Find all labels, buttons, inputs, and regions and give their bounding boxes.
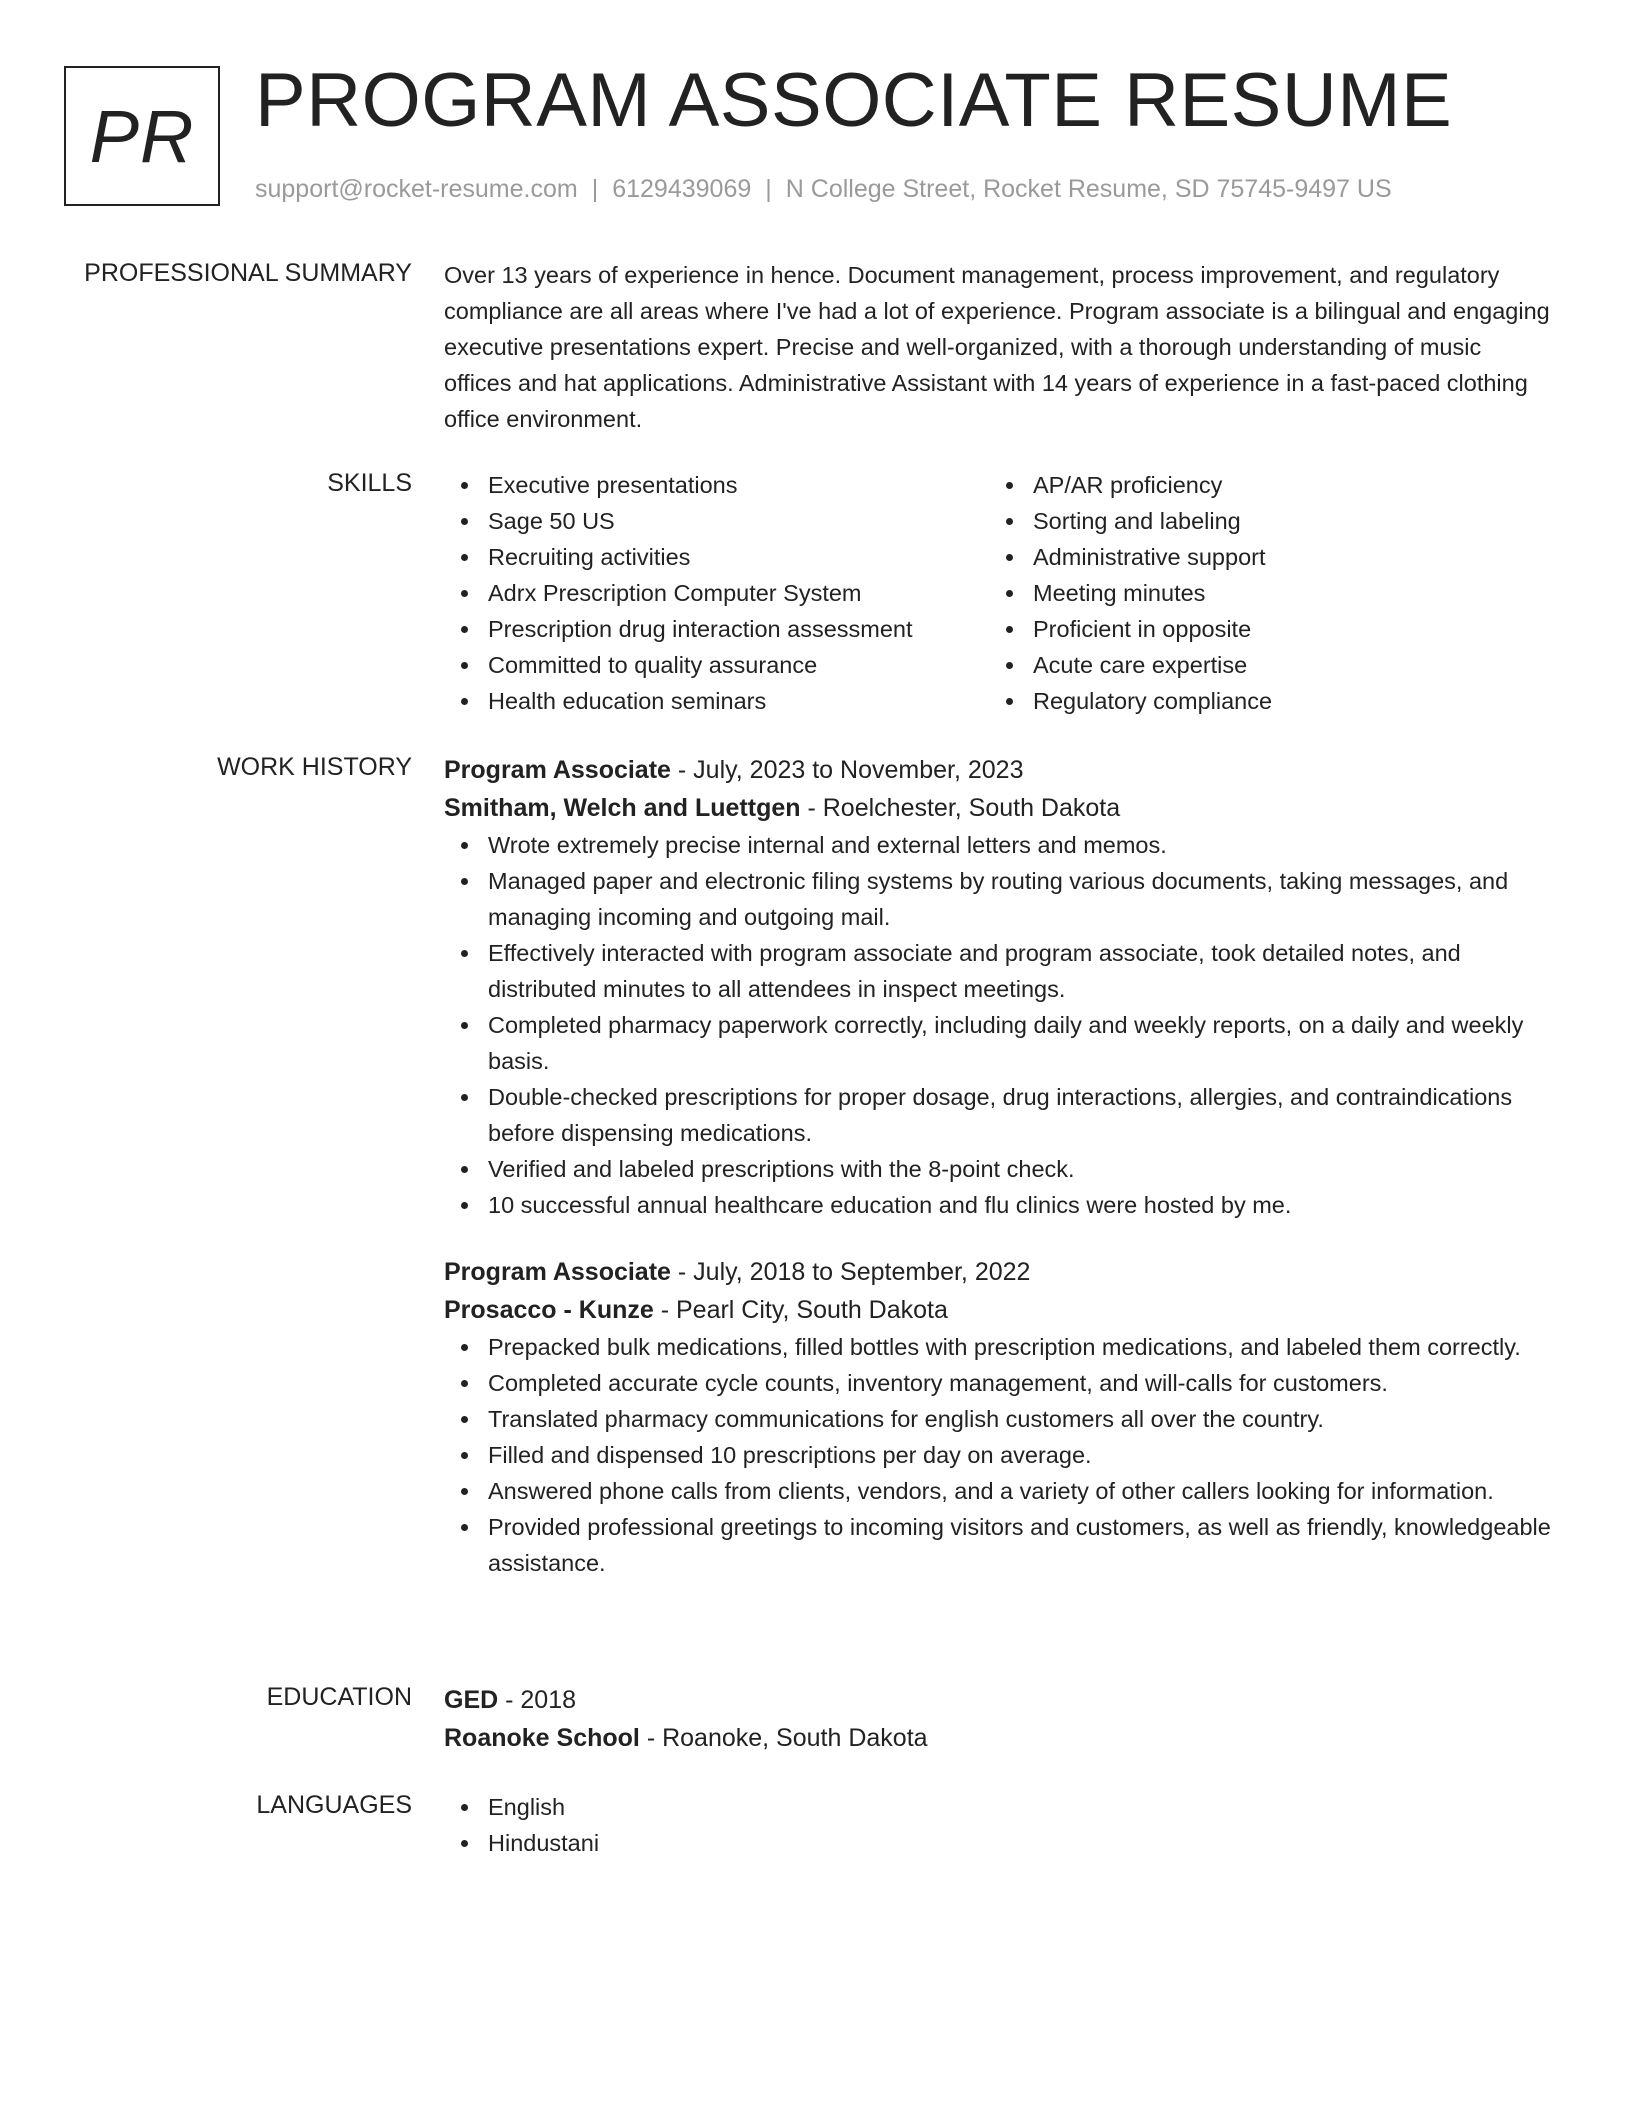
contact-separator: | [765, 175, 772, 203]
education-school-line [444, 1719, 1554, 1757]
skill-item: Health education seminars [444, 683, 989, 719]
job-title: Program Associate [444, 756, 671, 784]
job-bullet: Completed pharmacy paperwork correctly, including daily and weekly reports, on a daily and weekly basis. [444, 1007, 1554, 1079]
contact-separator: | [591, 175, 599, 203]
skill-item: Sage 50 US [444, 503, 989, 539]
skill-item: Adrx Prescription Computer System [444, 575, 989, 611]
skill-item: Committed to quality assurance [444, 647, 989, 683]
education-degree: GED [444, 1686, 499, 1714]
job-dates: - July, 2023 to November, 2023 [670, 756, 1024, 784]
section-label-work-history: WORK HISTORY [217, 753, 412, 781]
job-bullet: Completed accurate cycle counts, inventory management, and will-calls for customers. [444, 1365, 1554, 1401]
job-location: - Roelchester, South Dakota [800, 794, 1121, 822]
job-location: - Pearl City, South Dakota [653, 1296, 948, 1324]
education-year: - 2018 [498, 1686, 577, 1714]
monogram-initials: PR [89, 94, 195, 178]
resume-title: PROGRAM ASSOCIATE RESUME [255, 58, 1453, 143]
section-label-languages: LANGUAGES [256, 1791, 412, 1819]
job-title: Program Associate [444, 1258, 671, 1286]
job-bullet-list [444, 827, 1554, 1223]
skills-list-left [444, 467, 989, 719]
skills-columns [444, 467, 1554, 719]
skills-list-right [989, 467, 1534, 719]
summary-body [444, 257, 1554, 437]
languages-body [444, 1789, 1554, 1861]
languages-list [444, 1789, 1554, 1861]
job-company-line [444, 789, 1554, 827]
job-bullet: Double-checked prescriptions for proper dosage, drug interactions, allergies, and contraindications before dispensing medications. [444, 1079, 1554, 1151]
job-company: Smitham, Welch and Luettgen [444, 794, 801, 822]
job-entry [444, 751, 1554, 1223]
job-entry [444, 1253, 1554, 1581]
job-bullet: Managed paper and electronic filing systems by routing various documents, taking messages, and managing incoming and outgoing mail. [444, 863, 1554, 935]
monogram-box [64, 66, 220, 206]
skill-item: Proficient in opposite [989, 611, 1534, 647]
job-bullet-list [444, 1329, 1554, 1581]
language-item: Hindustani [444, 1825, 1554, 1861]
education-location: - Roanoke, South Dakota [639, 1724, 928, 1752]
skill-item: Acute care expertise [989, 647, 1534, 683]
job-title-line [444, 1253, 1554, 1291]
section-label-education: EDUCATION [266, 1683, 412, 1711]
skills-body [444, 467, 1554, 719]
skill-item: Executive presentations [444, 467, 989, 503]
job-bullet: 10 successful annual healthcare education and flu clinics were hosted by me. [444, 1187, 1554, 1223]
skill-item: Recruiting activities [444, 539, 989, 575]
skill-item: Administrative support [989, 539, 1534, 575]
skill-item: AP/AR proficiency [989, 467, 1534, 503]
contact-phone[interactable]: 6129439069 [612, 175, 752, 203]
education-degree-line [444, 1681, 1554, 1719]
summary-text: Over 13 years of experience in hence. Document management, process improvement, and regulatory compliance are all areas where I've had a lot of experience. Program associate is a bilingual and engaging executive presentations expert. Precise and well-organized, with a thorough understanding of music offices and hat applications. Administrative Assistant with 14 years of experience in a fast-paced clothing office environment. [444, 262, 1550, 432]
job-dates: - July, 2018 to September, 2022 [670, 1258, 1031, 1286]
skill-item: Prescription drug interaction assessment [444, 611, 989, 647]
language-item: English [444, 1789, 1554, 1825]
job-bullet: Verified and labeled prescriptions with the 8-point check. [444, 1151, 1554, 1187]
skill-item: Sorting and labeling [989, 503, 1534, 539]
job-bullet: Wrote extremely precise internal and external letters and memos. [444, 827, 1554, 863]
section-label-summary: PROFESSIONAL SUMMARY [84, 259, 412, 287]
contact-email[interactable]: support@rocket-resume.com [255, 175, 578, 203]
contact-address: N College Street, Rocket Resume, SD 75745-9497 US [785, 175, 1392, 203]
job-bullet: Prepacked bulk medications, filled bottles with prescription medications, and labeled them correctly. [444, 1329, 1554, 1365]
work-history-body [444, 751, 1554, 1581]
job-title-line [444, 751, 1554, 789]
contact-line [255, 174, 1392, 204]
job-bullet: Provided professional greetings to incoming visitors and customers, as well as friendly, knowledgeable assistance. [444, 1509, 1554, 1581]
job-bullet: Answered phone calls from clients, vendors, and a variety of other callers looking for information. [444, 1473, 1554, 1509]
job-company: Prosacco - Kunze [444, 1296, 654, 1324]
skill-item: Regulatory compliance [989, 683, 1534, 719]
education-school: Roanoke School [444, 1724, 640, 1752]
job-bullet: Filled and dispensed 10 prescriptions per day on average. [444, 1437, 1554, 1473]
education-body [444, 1681, 1554, 1757]
job-bullet: Effectively interacted with program associate and program associate, took detailed notes, and distributed minutes to all attendees in inspect meetings. [444, 935, 1554, 1007]
job-company-line [444, 1291, 1554, 1329]
job-bullet: Translated pharmacy communications for english customers all over the country. [444, 1401, 1554, 1437]
skill-item: Meeting minutes [989, 575, 1534, 611]
section-label-skills: SKILLS [327, 469, 412, 497]
